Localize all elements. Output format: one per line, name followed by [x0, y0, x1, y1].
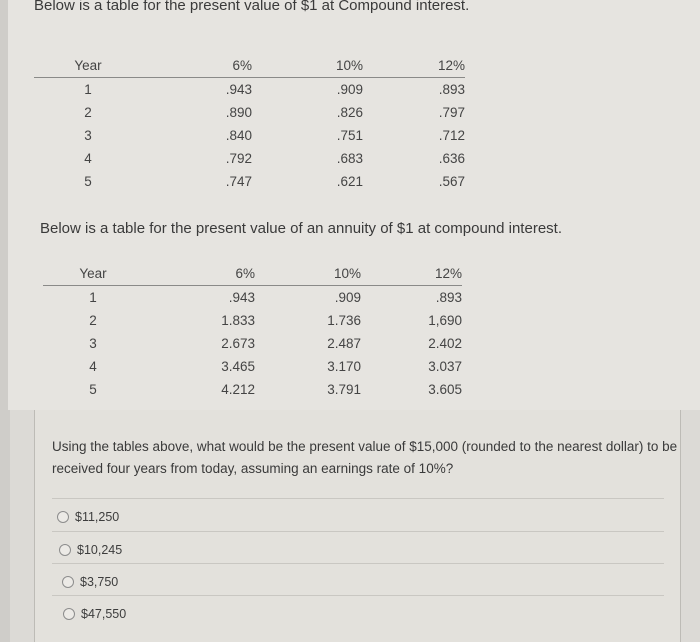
answer-option-a[interactable]: [57, 510, 119, 524]
radio-button[interactable]: [63, 608, 75, 620]
table-cell: 1.833: [221, 313, 255, 328]
table-cell: .621: [336, 174, 363, 189]
divider: [52, 498, 664, 499]
table-cell: .826: [336, 105, 363, 120]
table-row: [43, 309, 462, 332]
option-label: $10,245: [77, 543, 123, 557]
table-cell: 3.465: [221, 359, 255, 374]
col-header: Year: [34, 53, 142, 78]
table-cell: .797: [438, 105, 465, 120]
option-label: $47,550: [81, 607, 127, 621]
table-cell: 4.212: [221, 382, 255, 397]
table-cell: .943: [228, 290, 255, 305]
table-cell: 3.605: [428, 382, 462, 397]
table-cell: 1,690: [428, 313, 462, 328]
table-cell: .683: [336, 151, 363, 166]
table-row: [34, 101, 465, 124]
table-cell: .840: [225, 128, 252, 143]
radio-button[interactable]: [57, 511, 69, 523]
table-cell: 3: [89, 336, 97, 351]
col-header: 12%: [361, 261, 462, 286]
table-cell: .567: [438, 174, 465, 189]
pv-table: [34, 53, 465, 193]
table-cell: .893: [435, 290, 462, 305]
table-cell: 2: [84, 105, 92, 120]
table-cell: 2.402: [428, 336, 462, 351]
col-header: 6%: [142, 53, 252, 78]
table-row: [34, 170, 465, 193]
col-header: 6%: [143, 261, 255, 286]
table-cell: .636: [438, 151, 465, 166]
option-label: $3,750: [80, 575, 119, 589]
table-header-row: [34, 53, 465, 78]
table-row: [34, 78, 465, 102]
table-cell: .712: [438, 128, 465, 143]
table1-heading: Below is a table for the present value of $1 at Compound interest.: [34, 0, 470, 14]
table-cell: 2: [89, 313, 97, 328]
table-cell: .751: [336, 128, 363, 143]
table-cell: 3: [84, 128, 92, 143]
table-header-row: [43, 261, 462, 286]
table-cell: 1.736: [327, 313, 361, 328]
table-cell: 2.487: [327, 336, 361, 351]
table-cell: 3.037: [428, 359, 462, 374]
table-cell: 2.673: [221, 336, 255, 351]
divider: [52, 563, 664, 564]
table-cell: 3.170: [327, 359, 361, 374]
col-header: 10%: [252, 53, 363, 78]
radio-button[interactable]: [62, 576, 74, 588]
divider: [52, 531, 664, 532]
table-cell: 1: [89, 290, 97, 305]
table-cell: .747: [225, 174, 252, 189]
table2-heading: Below is a table for the present value of an annuity of $1 at compound interest.: [40, 220, 562, 237]
table-row: [34, 124, 465, 147]
table-cell: 1: [84, 82, 92, 97]
answer-option-b[interactable]: [59, 543, 122, 557]
table-cell: 4: [89, 359, 97, 374]
table-row: [43, 332, 462, 355]
answer-option-c[interactable]: [62, 575, 118, 589]
col-header: Year: [43, 261, 143, 286]
table-cell: 4: [84, 151, 92, 166]
table-cell: .909: [336, 82, 363, 97]
table-cell: .792: [225, 151, 252, 166]
table-row: [43, 378, 462, 401]
table-cell: .909: [334, 290, 361, 305]
divider: [52, 595, 664, 596]
question-text: Using the tables above, what would be the present value of $15,000 (rounded to the nearest dollar) to be received four years from today, assuming an earnings rate of 10%?: [52, 439, 678, 476]
table-row: [43, 355, 462, 378]
table-cell: 5: [84, 174, 92, 189]
radio-button[interactable]: [59, 544, 71, 556]
table-row: [43, 286, 462, 310]
answer-option-d[interactable]: [63, 607, 126, 621]
col-header: 10%: [255, 261, 361, 286]
table-cell: .893: [438, 82, 465, 97]
col-header: 12%: [363, 53, 465, 78]
table-cell: .890: [225, 105, 252, 120]
table-cell: 3.791: [327, 382, 361, 397]
table-row: [34, 147, 465, 170]
annuity-table: [43, 261, 462, 401]
table-cell: 5: [89, 382, 97, 397]
table-cell: .943: [225, 82, 252, 97]
option-label: $11,250: [75, 510, 120, 524]
